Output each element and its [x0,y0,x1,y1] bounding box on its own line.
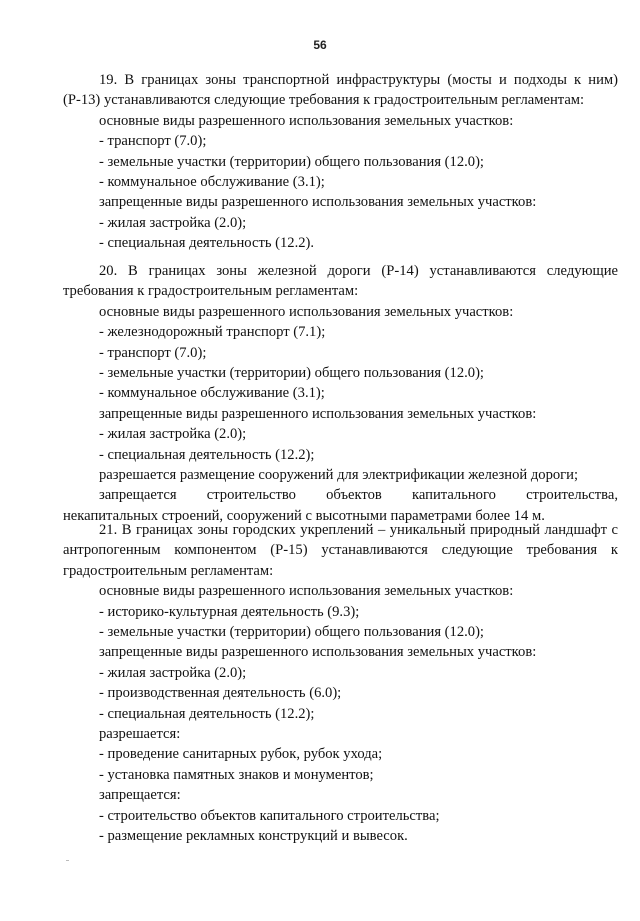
section-line: запрещенные виды разрешенного использования земельных участков: [99,405,537,422]
section-21 [63,520,618,847]
list-item: - специальная деятельность (12.2); [99,446,315,463]
scan-artifact [66,860,69,861]
list-item: - железнодорожный транспорт (7.1); [99,324,326,341]
list-item: - коммунальное обслуживание (3.1); [99,174,325,191]
section-intro: 20. В границах зоны железной дороги (Р-14) устанавливаются следующие требования к градостроительным регламентам: [63,263,618,300]
section-20 [63,261,618,526]
list-item: - строительство объектов капитального строительства; [99,807,440,824]
section-line: разрешается: [99,726,181,743]
page-number: 56 [313,38,327,52]
section-line: запрещенные виды разрешенного использования земельных участков: [99,644,537,661]
list-item: - жилая застройка (2.0); [99,664,247,681]
section-line: основные виды разрешенного использования земельных участков: [99,583,514,600]
list-item: - земельные участки (территории) общего пользования (12.0); [99,365,484,382]
list-item: - земельные участки (территории) общего пользования (12.0); [99,153,484,170]
list-item: - земельные участки (территории) общего пользования (12.0); [99,624,484,641]
section-intro: 21. В границах зоны городских укреплений – уникальный природный ландшафт с антропогенным компонентом (Р-15) устанавливаются следующие требования к градостроительным регламентам: [63,522,618,579]
section-line: основные виды разрешенного использования земельных участков: [99,112,514,129]
list-item: - коммунальное обслуживание (3.1); [99,385,325,402]
list-item: - транспорт (7.0); [99,133,207,150]
list-item: - размещение рекламных конструкций и вывесок. [99,828,408,845]
section-line: запрещенные виды разрешенного использования земельных участков: [99,194,537,211]
section-line: запрещается: [99,787,181,804]
section-19 [63,70,618,254]
closing-line: запрещается строительство объектов капитального строительства, [99,487,618,504]
list-item: - жилая застройка (2.0); [99,426,247,443]
list-item: - специальная деятельность (12.2); [99,705,315,722]
list-item: - проведение санитарных рубок, рубок ухода; [99,746,383,763]
list-item: - жилая застройка (2.0); [99,214,247,231]
list-item: - установка памятных знаков и монументов; [99,766,374,783]
list-item: - историко-культурная деятельность (9.3); [99,603,360,620]
closing-line: некапитальных строений, сооружений с высотными параметрами более 14 м. [63,507,545,524]
section-intro: 19. В границах зоны транспортной инфраструктуры (мосты и подходы к ним) (Р-13) устанавливаются следующие требования к градостроительным регламентам: [63,72,618,109]
section-line: разрешается размещение сооружений для электрификации железной дороги; [99,467,579,484]
list-item: - производственная деятельность (6.0); [99,685,342,702]
section-line: основные виды разрешенного использования земельных участков: [99,303,514,320]
list-item: - специальная деятельность (12.2). [99,235,315,252]
list-item: - транспорт (7.0); [99,344,207,361]
